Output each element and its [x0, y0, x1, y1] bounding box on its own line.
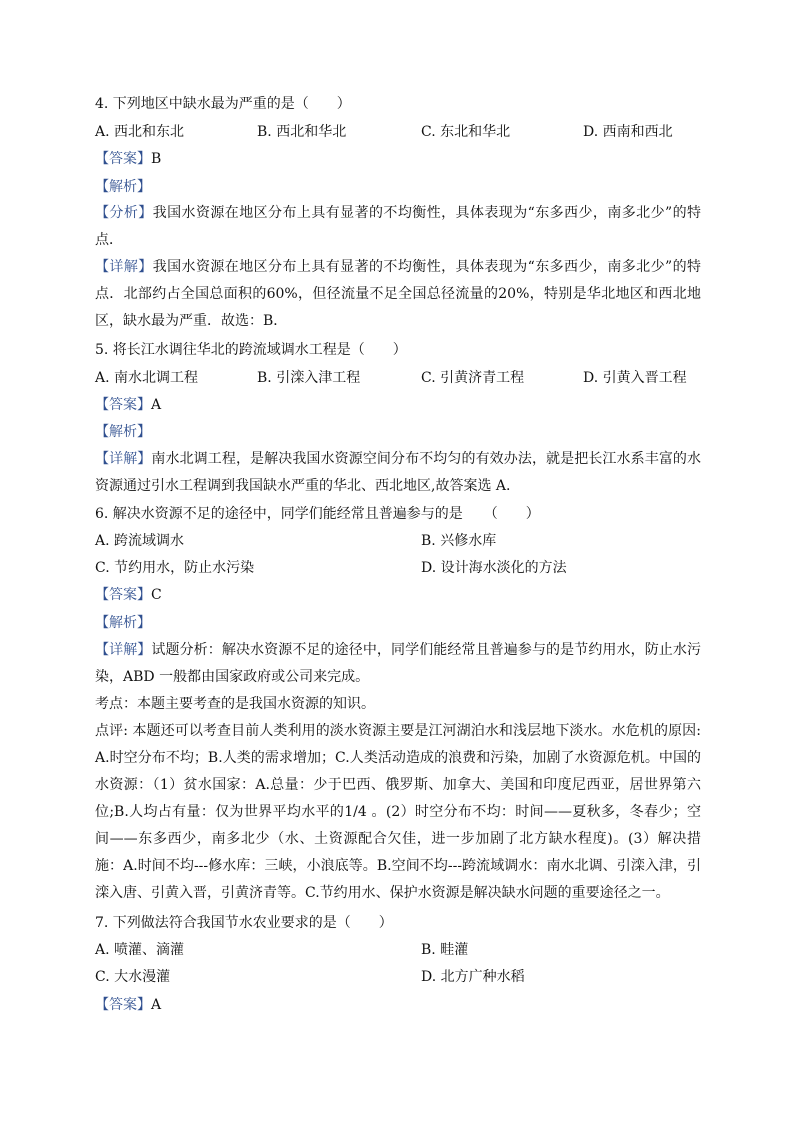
question-5-analysis-tag	[95, 422, 151, 442]
analysis-tag: 【解析】	[95, 424, 151, 440]
question-4-option-d: D. 西南和西北	[583, 124, 673, 140]
question-4-answer	[95, 149, 161, 169]
question-7-option-a: A. 喷灌、滴灌	[95, 942, 185, 958]
answer-tag: 【答案】	[95, 397, 151, 413]
fenxi-text: 我国水资源在地区分布上具有显著的不均衡性，具体表现为“东多西少，南多北少”的特点．	[95, 205, 702, 248]
fenxi-tag: 【分析】	[95, 205, 153, 221]
question-7-stem: 7. 下列做法符合我国节水农业要求的是（ ）	[95, 915, 393, 931]
detail-text: 南水北调工程，是解决我国水资源空间分布不均匀的有效办法，就是把长江水系丰富的水资源通过引水工程调到我国缺水严重的华北、西北地区,故答案选 A.	[95, 451, 702, 494]
question-5-stem: 5. 将长江水调往华北的跨流域调水工程是（ ）	[95, 342, 407, 358]
analysis-tag: 【解析】	[95, 179, 151, 195]
question-7-option-c: C. 大水漫灌	[95, 969, 171, 985]
answer-value: A	[151, 997, 162, 1013]
question-4-analysis-tag	[95, 177, 151, 197]
detail-tag: 【详解】	[95, 451, 152, 467]
question-7-option-d: D. 北方广种水稻	[421, 969, 525, 985]
question-4-detail	[95, 254, 701, 335]
question-7-option-b: B. 畦灌	[421, 942, 469, 958]
question-4-fenxi	[95, 200, 701, 254]
question-5-option-d: D. 引黄入晋工程	[583, 370, 687, 386]
question-4-option-c: C. 东北和华北	[421, 124, 511, 140]
answer-value: A	[151, 397, 162, 413]
question-5-answer	[95, 395, 161, 415]
answer-tag: 【答案】	[95, 151, 151, 167]
question-4-stem: 4. 下列地区中缺水最为严重的是（ ）	[95, 96, 351, 112]
question-4-option-a: A. 西北和东北	[95, 124, 185, 140]
question-6-stem: 6. 解决水资源不足的途径中，同学们能经常且普遍参与的是 （ ）	[95, 506, 540, 522]
question-5-option-c: C. 引黄济青工程	[421, 370, 525, 386]
question-5-option-a: A. 南水北调工程	[95, 370, 199, 386]
question-5-option-b: B. 引滦入津工程	[257, 370, 361, 386]
answer-tag: 【答案】	[95, 587, 151, 603]
answer-tag: 【答案】	[95, 997, 151, 1013]
question-4-option-b: B. 西北和华北	[257, 124, 347, 140]
question-7-answer	[95, 995, 161, 1015]
analysis-tag: 【解析】	[95, 615, 151, 631]
question-6-answer	[95, 585, 162, 605]
detail-tag: 【详解】	[95, 259, 153, 275]
detail-text: 我国水资源在地区分布上具有显著的不均衡性，具体表现为“东多西少，南多北少”的特点．北部约占全国总面积的60%，但径流量不足全国总径流量的20%，特别是华北地区和西北地区，缺水最为严重．故选：B．	[95, 259, 702, 329]
question-6-option-c: C. 节约用水，防止水污染	[95, 560, 255, 576]
question-6-dianping: 点评: 本题还可以考查目前人类利用的淡水资源主要是江河湖泊水和浅层地下淡水。水危机的原因: A.时空分布不均；B.人类的需求增加；C.人类活动造成的浪费和污染，加剧了水资源危机。中国的水资源：（1）贫水国家：A.总量：少于巴西、俄罗斯、加拿大、美国和印度尼西亚，居世界第六位;B.人均占有量：仅为世界平均水平的1/4 。(2）时空分布不均：时间——夏秋多，冬春少；空间——东多西少，南多北少（水、土资源配合欠佳，进一步加剧了北方缺水程度)。(3）解决措施：A.时间不均---修水库：三峡，小浪底等。B.空间不均---跨流域调水：南水北调、引滦入津，引滦入唐、引黄入晋，引黄济青等。C.节约用水、保护水资源是解决缺水问题的重要途径之一。	[95, 723, 701, 901]
question-6-detail	[95, 637, 701, 691]
question-6-kaodian: 考点：本题主要考查的是我国水资源的知识。	[95, 696, 375, 712]
question-6-analysis-tag	[95, 613, 151, 633]
question-6-option-b: B. 兴修水库	[421, 533, 497, 549]
detail-text: 试题分析：解决水资源不足的途径中，同学们能经常且普遍参与的是节约用水，防止水污染，ABD 一般都由国家政府或公司来完成。	[95, 642, 702, 685]
question-6-option-d: D. 设计海水淡化的方法	[421, 560, 567, 576]
answer-value: C	[151, 587, 162, 603]
question-6-option-a: A. 跨流域调水	[95, 533, 185, 549]
answer-value: B	[151, 151, 162, 167]
detail-tag: 【详解】	[95, 642, 152, 658]
question-5-detail	[95, 446, 701, 500]
